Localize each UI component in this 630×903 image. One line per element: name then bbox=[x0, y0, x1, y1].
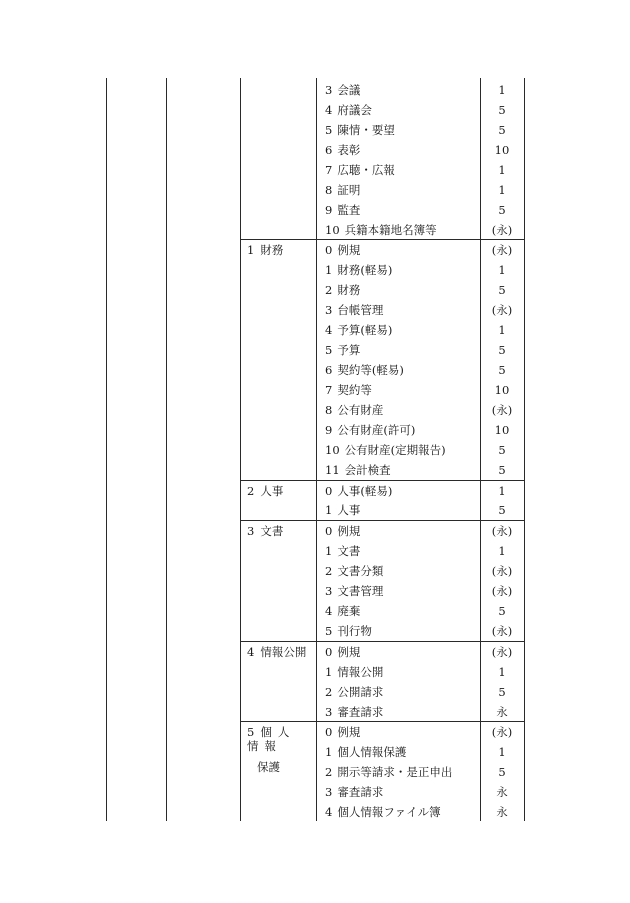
item-label: 府議会 bbox=[337, 103, 372, 117]
item-number: 9 bbox=[325, 203, 333, 217]
item-number: 4 bbox=[325, 323, 333, 337]
list-item bbox=[325, 83, 360, 97]
list-item bbox=[325, 524, 360, 538]
section-title-continued: 保護 bbox=[257, 760, 280, 774]
section-divider bbox=[240, 520, 524, 521]
list-item bbox=[325, 725, 360, 739]
list-item bbox=[325, 765, 452, 779]
item-number: 1 bbox=[325, 745, 333, 759]
item-label: 人事 bbox=[337, 503, 361, 517]
list-item bbox=[325, 363, 404, 377]
item-label: 個人情報ファイル簿 bbox=[337, 805, 441, 819]
retention-period: (永) bbox=[491, 243, 513, 257]
item-label: 財務(軽易) bbox=[337, 263, 393, 277]
section-title: 財務 bbox=[260, 243, 284, 257]
retention-period: 10 bbox=[494, 143, 510, 157]
column-rule-3 bbox=[240, 78, 241, 821]
item-number: 8 bbox=[325, 403, 333, 417]
list-item bbox=[325, 243, 360, 257]
list-item bbox=[325, 183, 360, 197]
item-label: 契約等(軽易) bbox=[337, 363, 404, 377]
retention-period: 5 bbox=[498, 203, 506, 217]
retention-period: (永) bbox=[491, 645, 513, 659]
item-label: 会議 bbox=[337, 83, 361, 97]
retention-period: 1 bbox=[498, 163, 506, 177]
item-label: 審査請求 bbox=[337, 705, 384, 719]
retention-period: 永 bbox=[496, 805, 508, 819]
list-item bbox=[325, 685, 383, 699]
item-number: 0 bbox=[325, 725, 333, 739]
item-number: 0 bbox=[325, 243, 333, 257]
item-number: 5 bbox=[325, 123, 333, 137]
retention-period: 永 bbox=[496, 785, 508, 799]
section-label bbox=[247, 524, 309, 538]
section-title: 人事 bbox=[260, 484, 284, 498]
item-label: 監査 bbox=[337, 203, 361, 217]
item-label: 個人情報保護 bbox=[337, 745, 407, 759]
retention-period: 1 bbox=[498, 83, 506, 97]
item-label: 人事(軽易) bbox=[337, 484, 393, 498]
item-label: 公有財産(許可) bbox=[337, 423, 416, 437]
column-rule-4 bbox=[316, 78, 317, 821]
retention-period: 5 bbox=[498, 343, 506, 357]
item-number: 3 bbox=[325, 584, 333, 598]
retention-period: 5 bbox=[498, 463, 506, 477]
retention-period: 1 bbox=[498, 183, 506, 197]
item-number: 0 bbox=[325, 645, 333, 659]
item-label: 例規 bbox=[337, 725, 361, 739]
item-number: 1 bbox=[325, 665, 333, 679]
list-item bbox=[325, 343, 360, 357]
item-number: 6 bbox=[325, 363, 333, 377]
item-label: 証明 bbox=[337, 183, 361, 197]
retention-period: (永) bbox=[491, 524, 513, 538]
item-label: 例規 bbox=[337, 645, 361, 659]
item-number: 1 bbox=[325, 544, 333, 558]
section-label bbox=[247, 725, 309, 774]
retention-period: 10 bbox=[494, 423, 510, 437]
item-number: 5 bbox=[325, 624, 333, 638]
item-label: 兵籍本籍地名簿等 bbox=[344, 223, 437, 237]
list-item bbox=[325, 423, 415, 437]
list-item bbox=[325, 263, 392, 277]
item-number: 3 bbox=[325, 83, 333, 97]
list-item bbox=[325, 103, 372, 117]
item-label: 契約等 bbox=[337, 383, 372, 397]
item-number: 4 bbox=[325, 604, 333, 618]
item-label: 例規 bbox=[337, 524, 361, 538]
list-item bbox=[325, 303, 383, 317]
retention-period: 1 bbox=[498, 665, 506, 679]
item-number: 1 bbox=[325, 263, 333, 277]
section-divider bbox=[240, 239, 524, 240]
list-item bbox=[325, 123, 395, 137]
list-item bbox=[325, 604, 360, 618]
item-number: 7 bbox=[325, 383, 333, 397]
retention-period: 5 bbox=[498, 283, 506, 297]
list-item bbox=[325, 484, 392, 498]
retention-period: 5 bbox=[498, 103, 506, 117]
list-item bbox=[325, 665, 383, 679]
item-number: 7 bbox=[325, 163, 333, 177]
retention-period: (永) bbox=[491, 584, 513, 598]
retention-period: 1 bbox=[498, 263, 506, 277]
list-item bbox=[325, 283, 360, 297]
retention-period: (永) bbox=[491, 403, 513, 417]
retention-period: 5 bbox=[498, 363, 506, 377]
retention-period: 1 bbox=[498, 323, 506, 337]
section-title: 個人情報 bbox=[247, 725, 296, 753]
item-number: 2 bbox=[325, 283, 333, 297]
item-number: 2 bbox=[325, 685, 333, 699]
item-label: 審査請求 bbox=[337, 785, 384, 799]
item-number: 11 bbox=[325, 463, 340, 477]
list-item bbox=[325, 745, 406, 759]
list-item bbox=[325, 705, 383, 719]
item-number: 3 bbox=[325, 705, 333, 719]
column-rule-6 bbox=[524, 78, 525, 821]
column-rule-2 bbox=[166, 78, 167, 821]
retention-period: 5 bbox=[498, 685, 506, 699]
section-number: 1 bbox=[247, 243, 255, 257]
section-divider bbox=[240, 641, 524, 642]
list-item bbox=[325, 163, 395, 177]
item-label: 文書分類 bbox=[337, 564, 384, 578]
list-item bbox=[325, 564, 383, 578]
item-label: 廃棄 bbox=[337, 604, 361, 618]
list-item bbox=[325, 785, 383, 799]
item-label: 台帳管理 bbox=[337, 303, 384, 317]
item-label: 刊行物 bbox=[337, 624, 372, 638]
list-item bbox=[325, 645, 360, 659]
item-label: 財務 bbox=[337, 283, 361, 297]
item-number: 8 bbox=[325, 183, 333, 197]
section-number: 3 bbox=[247, 524, 255, 538]
item-label: 公有財産(定期報告) bbox=[344, 443, 446, 457]
item-number: 9 bbox=[325, 423, 333, 437]
section-divider bbox=[240, 480, 524, 481]
list-item bbox=[325, 323, 392, 337]
section-label bbox=[247, 484, 309, 498]
list-item bbox=[325, 544, 360, 558]
retention-period: (永) bbox=[491, 725, 513, 739]
section-number: 5 bbox=[247, 725, 255, 739]
list-item bbox=[325, 463, 391, 477]
retention-period: 5 bbox=[498, 443, 506, 457]
item-label: 公開請求 bbox=[337, 685, 384, 699]
item-number: 5 bbox=[325, 343, 333, 357]
retention-period: 1 bbox=[498, 745, 506, 759]
retention-period: 永 bbox=[496, 705, 508, 719]
list-item bbox=[325, 203, 360, 217]
item-number: 4 bbox=[325, 805, 333, 819]
section-number: 2 bbox=[247, 484, 255, 498]
item-number: 10 bbox=[325, 443, 340, 457]
retention-period: (永) bbox=[491, 303, 513, 317]
item-number: 3 bbox=[325, 303, 333, 317]
item-label: 情報公開 bbox=[337, 665, 384, 679]
retention-period: 5 bbox=[498, 503, 506, 517]
item-number: 2 bbox=[325, 765, 333, 779]
item-number: 1 bbox=[325, 503, 333, 517]
item-label: 文書 bbox=[337, 544, 361, 558]
item-number: 0 bbox=[325, 484, 333, 498]
item-label: 開示等請求・是正申出 bbox=[337, 765, 453, 779]
retention-period: (永) bbox=[491, 624, 513, 638]
list-item bbox=[325, 143, 360, 157]
item-number: 0 bbox=[325, 524, 333, 538]
item-label: 例規 bbox=[337, 243, 361, 257]
list-item bbox=[325, 223, 437, 237]
retention-period: 1 bbox=[498, 484, 506, 498]
list-item bbox=[325, 805, 441, 819]
section-title: 情報公開 bbox=[260, 645, 307, 659]
section-divider bbox=[240, 721, 524, 722]
item-label: 会計検査 bbox=[344, 463, 391, 477]
item-number: 3 bbox=[325, 785, 333, 799]
column-rule-1 bbox=[106, 78, 107, 821]
section-number: 4 bbox=[247, 645, 255, 659]
item-number: 2 bbox=[325, 564, 333, 578]
retention-period: 5 bbox=[498, 123, 506, 137]
item-label: 広聴・広報 bbox=[337, 163, 395, 177]
retention-period: 10 bbox=[494, 383, 510, 397]
retention-period: 1 bbox=[498, 544, 506, 558]
section-title: 文書 bbox=[260, 524, 284, 538]
retention-period: 5 bbox=[498, 604, 506, 618]
retention-period: (永) bbox=[491, 564, 513, 578]
item-label: 予算(軽易) bbox=[337, 323, 393, 337]
list-item bbox=[325, 383, 372, 397]
item-label: 表彰 bbox=[337, 143, 361, 157]
item-label: 予算 bbox=[337, 343, 361, 357]
list-item bbox=[325, 584, 383, 598]
item-label: 陳情・要望 bbox=[337, 123, 395, 137]
list-item bbox=[325, 624, 372, 638]
item-number: 10 bbox=[325, 223, 340, 237]
retention-period: 5 bbox=[498, 765, 506, 779]
item-label: 公有財産 bbox=[337, 403, 384, 417]
item-number: 6 bbox=[325, 143, 333, 157]
list-item bbox=[325, 503, 360, 517]
item-label: 文書管理 bbox=[337, 584, 384, 598]
list-item bbox=[325, 403, 383, 417]
section-label bbox=[247, 243, 309, 257]
list-item bbox=[325, 443, 446, 457]
retention-period: (永) bbox=[491, 223, 513, 237]
section-label bbox=[247, 645, 309, 659]
item-number: 4 bbox=[325, 103, 333, 117]
